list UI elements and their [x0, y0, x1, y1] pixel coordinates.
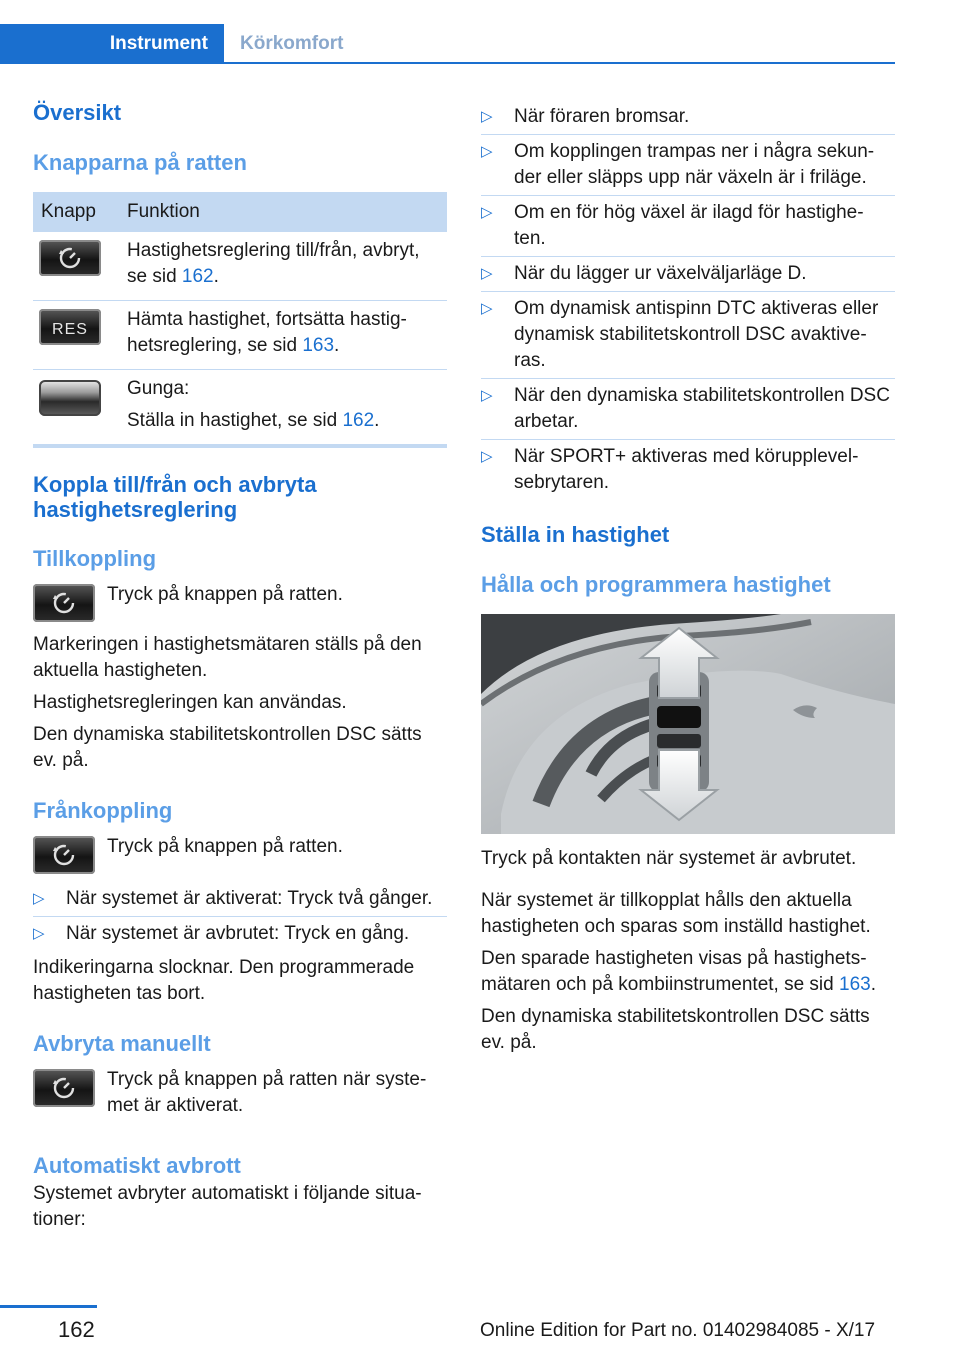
paragraph: Systemet avbryter automatiskt i följande situa-tioner:	[33, 1183, 422, 1230]
paragraph: Den dynamiska stabilitetskontrollen DSC sätts ev. på.	[33, 724, 422, 771]
page-link[interactable]: 162	[181, 266, 214, 287]
table-cell-icon	[33, 301, 119, 370]
instruction-with-button	[33, 582, 447, 622]
page-title: Översikt	[33, 100, 122, 125]
subheading-halla: Hålla och programmera hastighet	[481, 572, 831, 597]
table-row	[33, 232, 447, 301]
page-link[interactable]: 163	[302, 335, 335, 356]
list-item	[481, 135, 895, 196]
table-header-row	[33, 192, 447, 232]
paragraph: Hastighetsregleringen kan användas.	[33, 692, 347, 713]
function-text: Ställa in hastighet, se sid	[127, 410, 343, 431]
punct: .	[213, 266, 219, 287]
punct: .	[334, 335, 340, 356]
instruction-text: Tryck på knappen på ratten.	[107, 836, 343, 857]
instruction-with-button	[33, 1067, 447, 1119]
list-item-text: När du lägger ur växelväljarläge D.	[514, 263, 807, 284]
table-cell-function	[119, 301, 447, 370]
list-item	[481, 257, 895, 292]
footer-rule	[0, 1305, 97, 1308]
list-item-text: När SPORT+ aktiveras med körupplevel-sebrytaren.	[514, 446, 859, 493]
instruction-text: Tryck på knappen på ratten när syste-met är aktiverat.	[107, 1069, 427, 1116]
page-link[interactable]: 163	[839, 974, 871, 995]
section-heading: Ställa in hastighet	[481, 522, 670, 547]
buttons-table	[33, 192, 447, 448]
paragraph: Markeringen i hastighetsmätaren ställs på den aktuella hastigheten.	[33, 634, 422, 681]
cruise-control-button-icon	[33, 836, 95, 874]
list-item-text: När den dynamiska stabilitetskontrollen DSC arbetar.	[514, 385, 890, 432]
list-item-text: När föraren bromsar.	[514, 106, 690, 127]
instruction-with-button	[33, 834, 447, 874]
triangle-bullet-icon: ▷	[481, 143, 493, 160]
paragraph: Indikeringarna slocknar. Den programmerade hastigheten tas bort.	[33, 957, 415, 1004]
rocker-switch-icon	[39, 380, 101, 416]
instruction-text: Tryck på knappen på ratten.	[107, 584, 343, 605]
section-heading: Koppla till/från och avbryta hastighetsreglering	[33, 472, 317, 522]
function-text: Hastighetsreglering till/från, avbryt, se sid	[127, 240, 420, 287]
subheading-tillkoppling: Tillkoppling	[33, 546, 157, 571]
cruise-control-button-icon	[33, 584, 95, 622]
tab-instrument-label: Instrument	[109, 33, 208, 54]
list-item-text: När systemet är avbrutet: Tryck en gång.	[66, 923, 410, 944]
triangle-bullet-icon: ▷	[481, 300, 493, 317]
subheading-automatiskt: Automatiskt avbrott	[33, 1153, 241, 1178]
list-item-text: Om en för hög växel är ilagd för hastighe-ten.	[514, 202, 864, 249]
list-item-text: När systemet är aktiverat: Tryck två gånger.	[66, 888, 433, 909]
page-number: 162	[58, 1317, 95, 1342]
paragraph	[481, 946, 895, 998]
table-cell-icon	[33, 370, 119, 447]
function-title: Gunga:	[127, 378, 190, 399]
triangle-bullet-icon: ▷	[481, 265, 493, 282]
paragraph: När systemet är tillkopplat hålls den aktuella hastigheten och sparas som inställd hastighet.	[481, 890, 871, 937]
list-item-text: Om kopplingen trampas ner i några sekun-der eller släpps upp när växeln är i friläge.	[514, 141, 875, 188]
punct: .	[870, 974, 876, 995]
triangle-bullet-icon: ▷	[481, 448, 493, 465]
triangle-bullet-icon: ▷	[33, 890, 45, 907]
edition-note: Online Edition for Part no. 01402984085 - X/17	[480, 1320, 876, 1341]
triangle-bullet-icon: ▷	[33, 925, 45, 942]
punct: .	[374, 410, 380, 431]
cruise-control-button-icon	[39, 240, 101, 276]
res-button-icon	[39, 309, 101, 345]
auto-cancel-list	[481, 100, 895, 500]
subheading-avbryta: Avbryta manuellt	[33, 1031, 211, 1056]
table-header-funktion: Funktion	[119, 192, 447, 232]
section-subtitle: Knapparna på ratten	[33, 150, 247, 175]
list-item	[33, 882, 447, 917]
frankoppling-list	[33, 882, 447, 951]
cruise-control-button-icon	[33, 1069, 95, 1107]
triangle-bullet-icon: ▷	[481, 108, 493, 125]
table-row	[33, 370, 447, 447]
paragraph: Den dynamiska stabilitetskontrollen DSC sätts ev. på.	[481, 1006, 870, 1053]
table-cell-function	[119, 232, 447, 301]
tab-instrument[interactable]	[0, 24, 224, 62]
table-cell-icon	[33, 232, 119, 301]
table-header-knapp: Knapp	[33, 192, 119, 232]
list-item	[481, 100, 895, 135]
function-text: Hämta hastighet, fortsätta hastig-hetsreglering, se sid	[127, 309, 407, 356]
list-item	[481, 379, 895, 440]
list-item-text: Om dynamisk antispinn DTC aktiveras eller dynamisk stabilitetskontroll DSC avaktive-ras.	[514, 298, 879, 371]
triangle-bullet-icon: ▷	[481, 204, 493, 221]
list-item	[481, 292, 895, 379]
table-cell-function	[119, 370, 447, 447]
list-item	[481, 196, 895, 257]
list-item	[481, 440, 895, 500]
right-column	[481, 100, 895, 1056]
steering-wheel-photo	[481, 614, 895, 834]
triangle-bullet-icon: ▷	[481, 387, 493, 404]
tab-korkomfort[interactable]: Körkomfort	[240, 33, 344, 54]
res-label: RES	[52, 321, 88, 338]
subheading-frankoppling: Frånkoppling	[33, 798, 173, 823]
paragraph: Tryck på kontakten när systemet är avbrutet.	[481, 848, 857, 869]
left-column	[33, 100, 447, 1233]
table-row	[33, 301, 447, 370]
page-link[interactable]: 162	[342, 410, 375, 431]
chapter-tabs	[0, 24, 895, 64]
paragraph-text: Den sparade hastigheten visas på hastighets-mätaren och på kombiinstrumentet, se sid	[481, 948, 867, 995]
list-item	[33, 917, 447, 951]
